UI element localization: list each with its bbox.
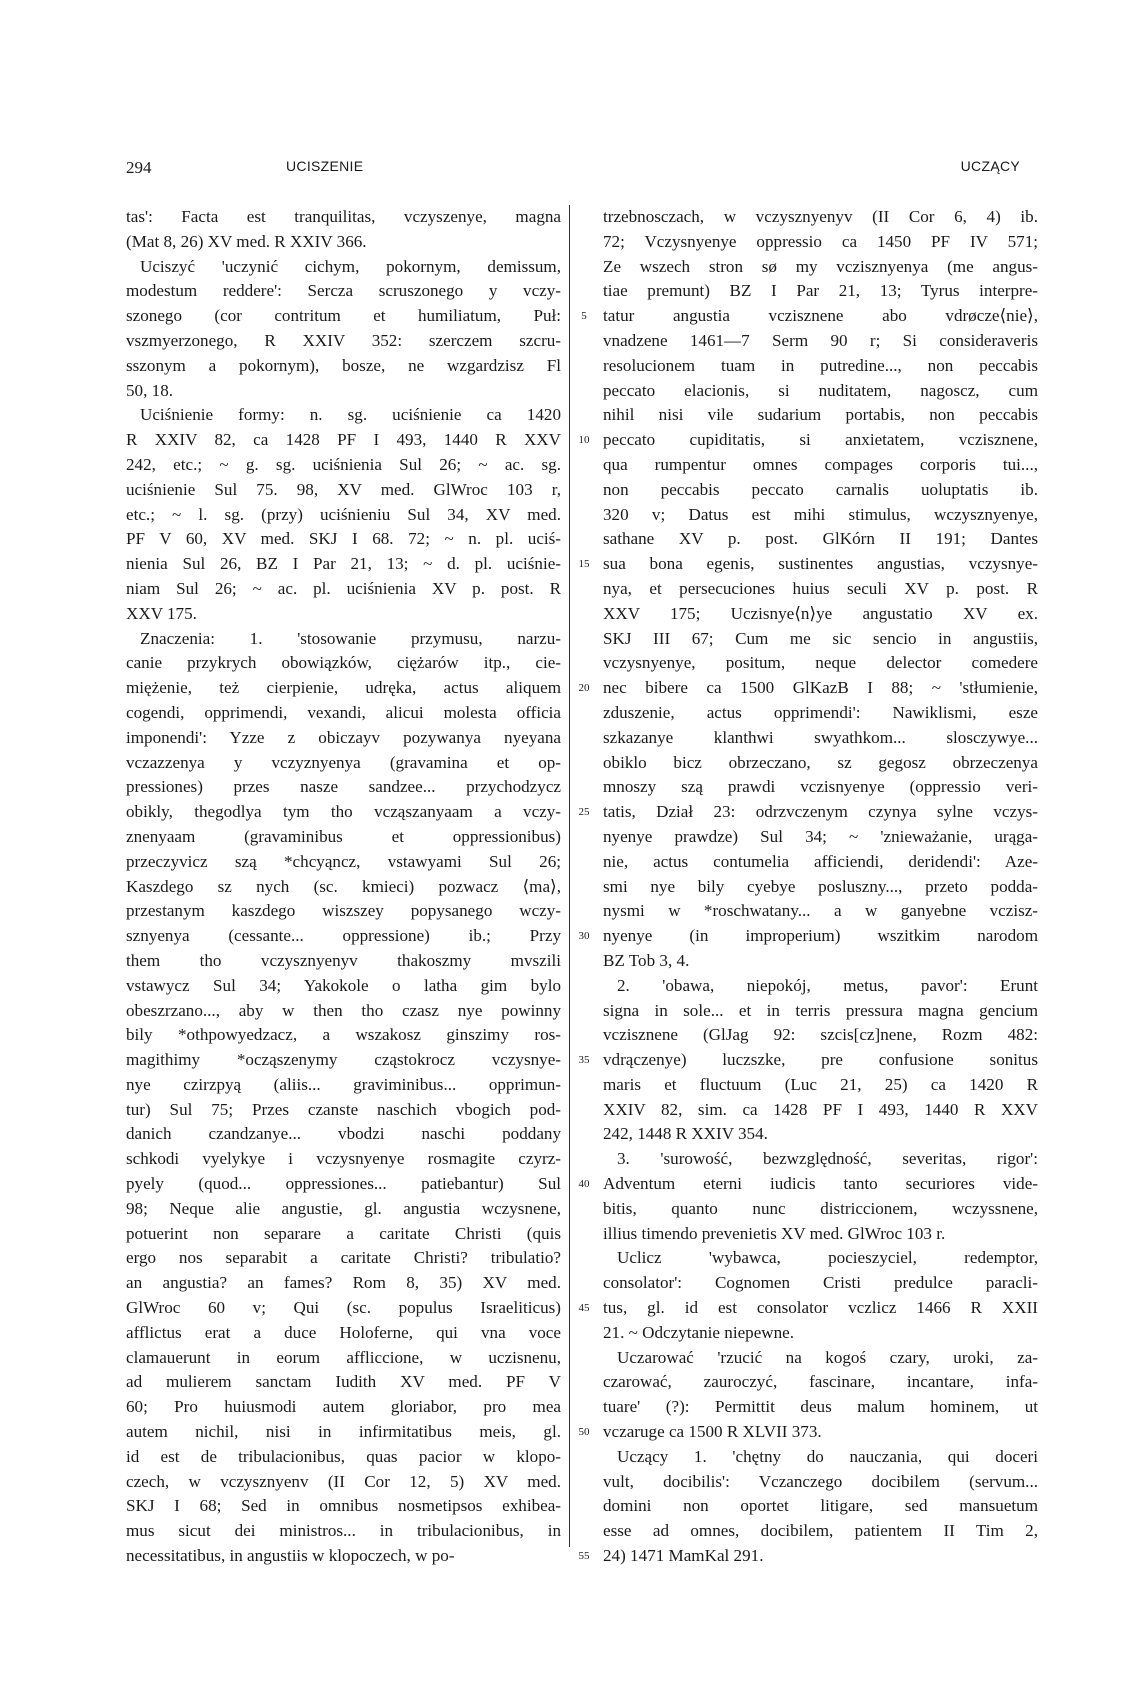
text-line: Adventum eterni iudicis tanto securiores vide- [603,1174,1038,1194]
text-line: magithimy *ocząszenymy cząstokrocz vczysnye- [126,1050,561,1070]
text-line: Kaszdego sz nych (sc. kmieci) pozwacz ⟨ma⟩, [126,876,561,896]
text-line: ad mulierem sanctam Iudith XV med. PF V [126,1372,561,1392]
text-line: BZ Tob 3, 4. [603,950,690,970]
text-line: PF V 60, XV med. SKJ I 68. 72; ~ n. pl. uciś- [126,529,561,549]
text-line: pyely (quod... oppressiones... patiebantur) Sul [126,1174,561,1194]
text-line: sszonym a pokornym), bosze, ne wzgardzisz Fl [126,355,561,375]
text-line: obiklo bicz obrzeczano, sz gegosz obrzeczenya [603,752,1038,772]
running-header [126,158,1020,182]
text-line: SKJ I 68; Sed in omnibus nosmetipsos exhibea- [126,1496,561,1516]
text-line: 2. 'obawa, niepokój, metus, pavor': Erunt [617,975,1038,995]
line-number: 45 [578,1302,590,1315]
text-line: miężenie, też cierpienie, udręka, actus aliquem [126,678,561,698]
text-line: mnoszy szą prawdi vczisnyenye (oppressio veri- [603,777,1038,797]
text-line: nie, actus contumelia afficiendi, deridendi': Aze- [603,851,1038,871]
text-line: tatur angustia vczisznene abo vdrøcze⟨nie⟩, [603,306,1038,326]
line-number: 50 [578,1426,590,1439]
text-line: esse ad omnes, docibilem, patientem II Tim 2, [603,1521,1038,1541]
text-line: nec bibere ca 1500 GlKazB I 88; ~ 'stłumienie, [603,678,1038,698]
text-line: Uczarować 'rzucić na kogoś czary, uroki, za- [617,1347,1038,1367]
line-number: 35 [578,1054,590,1067]
text-line: tiae premunt) BZ I Par 21, 13; Tyrus interpre- [603,281,1038,301]
line-number: 25 [578,806,590,819]
text-line: Znaczenia: 1. 'stosowanie przymusu, narzu- [140,628,561,648]
text-line: vszmyerzonego, R XXIV 352: szerczem szcru- [126,330,561,350]
text-line: canie przykrych obowiązków, ciężarów itp., cie- [126,653,561,673]
text-line: nyenye prawdze) Sul 34; ~ 'znieważanie, urąga- [603,826,1038,846]
text-line: autem nichil, nisi in infirmitatibus meis, gl. [126,1422,561,1442]
text-line: Uclicz 'wybawca, pocieszyciel, redemptor, [617,1248,1038,1268]
left-text-column [126,205,561,1569]
page-number: 294 [126,158,152,177]
text-line: afflictus erat a duce Holoferne, qui vna voce [126,1322,561,1342]
text-line: sznyenya (cessante... oppressione) ib.; Przy [126,926,561,946]
text-line: 24) 1471 MamKal 291. [603,1546,764,1566]
text-line: peccato cupiditatis, si anxietatem, vczisznene, [603,430,1038,450]
text-line: pressiones) przes nasze sandzee... przychodzycz [126,777,561,797]
text-line: qua rumpentur omnes compages corporis tui..., [603,454,1038,474]
text-line: SKJ III 67; Cum me sic sencio in angustiis, [603,628,1038,648]
text-line: id est de tribulacionibus, quas pacior w klopo- [126,1446,561,1466]
text-line: 320 v; Datus est mihi stimulus, wczysznyenye, [603,504,1038,524]
text-line: an angustia? an fames? Rom 8, 35) XV med. [126,1273,561,1293]
text-line: nya, et persecuciones huius seculi XV p. post. R [603,578,1038,598]
text-line: mus sicut dei ministros... in tribulacionibus, in [126,1521,561,1541]
line-number: 30 [578,930,590,943]
text-line: (Mat 8, 26) XV med. R XXIV 366. [126,231,367,251]
text-line: szkazanye klanthwi swyathkom... slosczywye... [603,727,1038,747]
text-line: maris et fluctuum (Luc 21, 25) ca 1420 R [603,1074,1038,1094]
text-line: 242, 1448 R XXIV 354. [603,1124,768,1144]
text-line: consolator': Cognomen Cristi predulce paracli- [603,1273,1038,1293]
text-line: niam Sul 26; ~ ac. pl. uciśnienia XV p. post. R [126,578,561,598]
text-line: peccato elacionis, si nuditatem, nagoscz, cum [603,380,1038,400]
text-line: illius timendo prevenietis XV med. GlWroc 103 r. [603,1223,946,1243]
column-divider [569,205,570,1547]
text-line: Uczący 1. 'chętny do nauczania, qui doceri [617,1446,1038,1466]
text-line: nye czirzpyą (aliis... graviminibus... opprimun- [126,1074,561,1094]
text-line: vstawycz Sul 34; Yakokole o latha gim bylo [126,975,561,995]
text-line: 72; Vczysnyenye oppressio ca 1450 PF IV 571; [603,231,1038,251]
text-line: trzebnosczach, w vczysznyenyv (II Cor 6, 4) ib. [603,207,1038,226]
text-line: etc.; ~ l. sg. (przy) uciśnieniu Sul 34, XV med. [126,504,561,524]
text-line: vnadzene 1461—7 Serm 90 r; Si consideraveris [603,330,1038,350]
text-line: Uciśnienie formy: n. sg. uciśnienie ca 1420 [140,405,561,425]
text-line: tus, gl. id est consolator vczlicz 1466 R XXII [603,1298,1038,1318]
text-line: Ze wszech stron sø my vczisznyenya (me angus- [603,256,1038,276]
text-line: 60; Pro huiusmodi autem gloriabor, pro mea [126,1397,561,1417]
text-line: vczazzenya y vczyznyenya (gravamina et op- [126,752,561,772]
text-line: znenyaam (gravaminibus et oppressionibus) [126,826,561,846]
text-line: resolucionem tuam in putredine..., non peccabis [603,355,1038,375]
text-line: GlWroc 60 v; Qui (sc. populus Israeliticus) [126,1298,561,1318]
line-number: 55 [578,1550,590,1563]
text-line: non peccabis peccato carnalis uoluptatis ib. [603,479,1038,499]
text-line: domini non oportet litigare, sed mansuetum [603,1496,1038,1516]
text-line: sua bona egenis, sustinentes angustias, vczysnye- [603,554,1038,574]
line-number: 20 [578,682,590,695]
line-number: 40 [578,1178,590,1191]
line-number: 15 [578,558,590,571]
right-running-head: UCZĄCY [960,158,1020,174]
text-line: XXV 175; Uczisnye⟨n⟩ye angustatio XV ex. [603,603,1038,623]
text-line: 50, 18. [126,380,174,400]
text-line: danich czandzanye... vbodzi naschi poddany [126,1124,561,1144]
text-line: tatis, Dział 23: odrzvczenym czynya sylne vczys- [603,802,1038,822]
text-line: uciśnienie Sul 75. 98, XV med. GlWroc 103 r, [126,479,561,499]
line-number: 10 [578,434,590,447]
text-line: necessitatibus, in angustiis w klopoczech, w po- [126,1546,455,1566]
text-line: nihil nisi vile sudarium portabis, non peccabis [603,405,1038,425]
text-line: obeszrzano..., aby w then tho czasz nye powinny [126,1000,561,1020]
text-line: bitis, quanto nunc districcionem, wczyssnene, [603,1198,1038,1218]
text-line: vczaruge ca 1500 R XLVII 373. [603,1422,822,1442]
left-running-head: UCISZENIE [286,158,364,174]
text-line: nyenye (in improperium) wszitkim narodom [603,926,1038,946]
text-line: sathane XV p. post. GlKórn II 191; Dantes [603,529,1038,549]
text-line: 242, etc.; ~ g. sg. uciśnienia Sul 26; ~ ac. sg. [126,454,561,474]
text-line: nienia Sul 26, BZ I Par 21, 13; ~ d. pl. uciśnie- [126,554,561,574]
text-line: smi nye bily cyebye posluszny..., przeto podda- [603,876,1038,896]
text-line: przeczyvicz szą *chcyąncz, vstawyami Sul 26; [126,851,561,871]
text-line: Uciszyć 'uczynić cichym, pokornym, demissum, [140,256,561,276]
text-line: tur) Sul 75; Przes czanste naschich vbogich pod- [126,1099,561,1119]
text-line: czarować, zauroczyć, fascinare, incantare, infa- [603,1372,1038,1392]
text-line: vdrączenye) luczszke, pre confusione sonitus [603,1050,1038,1070]
text-line: vczysnyenye, positum, neque delector comedere [603,653,1038,673]
text-line: them tho vczysznyenyv thakoszmy mvszili [126,950,561,970]
text-line: XXV 175. [126,603,197,623]
text-line: schkodi vyelykye i vczysnyenye rosmagite czyrz- [126,1149,561,1169]
text-line: 3. 'surowość, bezwzględność, severitas, rigor': [617,1149,1038,1169]
text-line: tas': Facta est tranquilitas, vczyszenye, magna [126,207,561,226]
text-line: zduszenie, actus opprimendi': Nawiklismi, esze [603,702,1038,722]
text-line: modestum reddere': Sercza scruszonego y vczy- [126,281,561,301]
right-text-column [603,205,1038,1569]
text-line: ergo nos separabit a caritate Christi? tribulatio? [126,1248,561,1268]
text-line: nysmi w *roschwatany... a w ganyebne vczisz- [603,901,1038,921]
text-line: przestanym kaszdego wiszszey popysanego wczy- [126,901,561,921]
text-line: tuare' (?): Permittit deus malum hominem, ut [603,1397,1038,1417]
text-line: clamauerunt in eorum affliccione, w uczisnenu, [126,1347,561,1367]
text-line: 98; Neque alie angustie, gl. angustia wczysnene, [126,1198,561,1218]
text-line: cogendi, opprimendi, vexandi, alicui molesta officia [126,702,561,722]
text-line: XXIV 82, sim. ca 1428 PF I 493, 1440 R XXV [603,1099,1038,1119]
line-number: 5 [581,310,587,323]
text-line: vczisznene (GlJag 92: szcis[cz]nene, Rozm 482: [603,1025,1038,1045]
text-line: czech, w vczysznyenv (II Cor 12, 5) XV med. [126,1471,561,1491]
text-line: R XXIV 82, ca 1428 PF I 493, 1440 R XXV [126,430,561,450]
text-line: bily *othpowyedzacz, a wszakosz ginszimy ros- [126,1025,561,1045]
text-line: obikly, thegodlya tym tho vcząszanyaam a vczy- [126,802,561,822]
text-line: 21. ~ Odczytanie niepewne. [603,1322,795,1342]
text-line: szonego (cor contritum et humiliatum, Puł: [126,306,561,326]
text-line: imponendi': Yzze z obiczayv pozywanya nyeyana [126,727,561,747]
text-line: vult, docibilis': Vczanczego docibilem (servum... [603,1471,1038,1491]
text-line: potuerint non separare a caritate Christi (quis [126,1223,561,1243]
text-line: signa in sole... et in terris pressura magna gencium [603,1000,1038,1020]
